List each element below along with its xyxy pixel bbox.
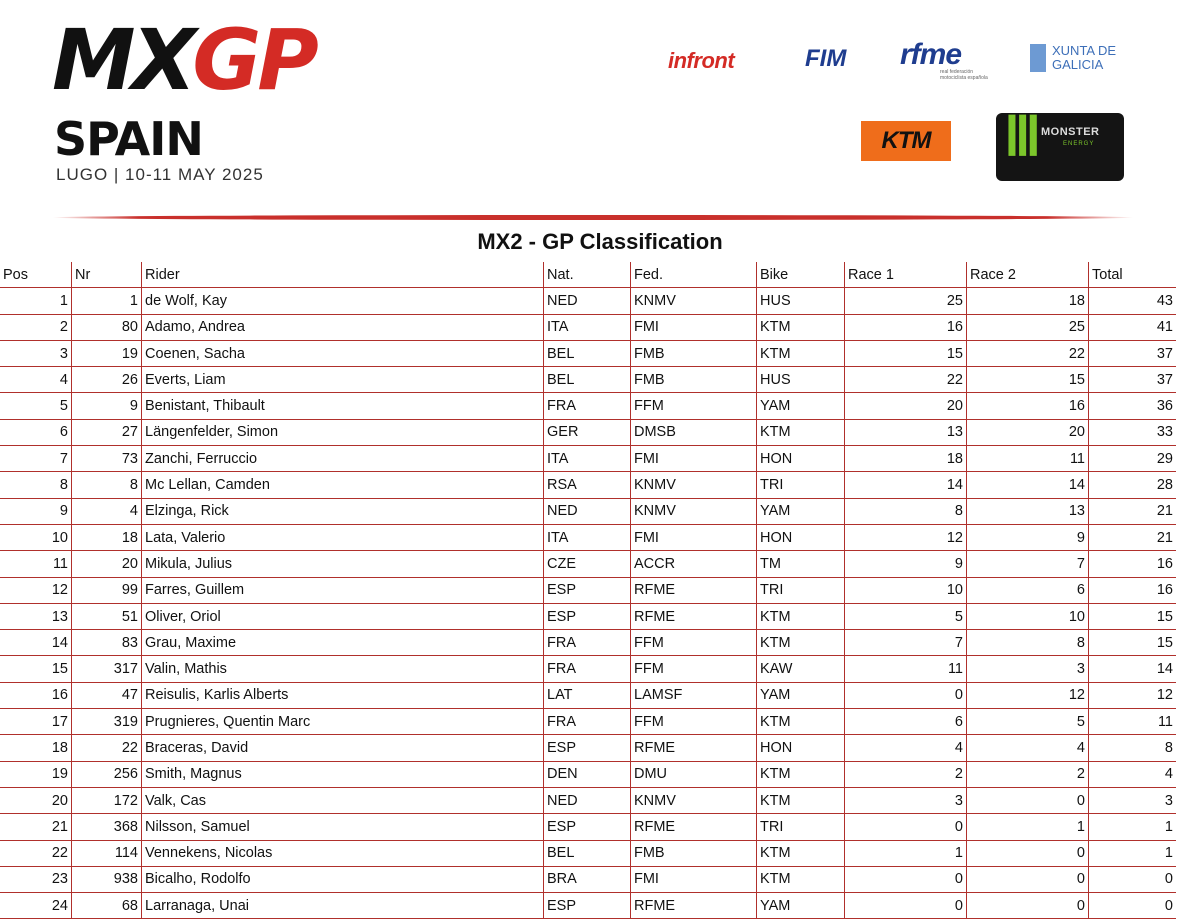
cell-fed: ACCR [631, 551, 757, 577]
cell-race1: 0 [845, 893, 967, 919]
cell-rider: Farres, Guillem [142, 578, 544, 604]
cell-nr: 51 [72, 604, 142, 630]
table-row [0, 814, 1176, 840]
cell-nr: 68 [72, 893, 142, 919]
col-header-race2: Race 2 [967, 262, 1089, 288]
col-header-fed: Fed. [631, 262, 757, 288]
cell-race2: 0 [967, 867, 1089, 893]
cell-total: 29 [1089, 446, 1176, 472]
cell-nr: 18 [72, 525, 142, 551]
table-row [0, 525, 1176, 551]
cell-race1: 9 [845, 551, 967, 577]
cell-rider: Valk, Cas [142, 788, 544, 814]
cell-total: 12 [1089, 683, 1176, 709]
cell-race1: 16 [845, 315, 967, 341]
cell-fed: RFME [631, 578, 757, 604]
ktm-logo: KTM [861, 121, 951, 161]
cell-pos: 13 [0, 604, 72, 630]
cell-race2: 8 [967, 630, 1089, 656]
cell-nr: 938 [72, 867, 142, 893]
cell-total: 21 [1089, 525, 1176, 551]
table-row [0, 683, 1176, 709]
cell-rider: Prugnieres, Quentin Marc [142, 709, 544, 735]
cell-fed: DMU [631, 762, 757, 788]
cell-rider: Benistant, Thibault [142, 393, 544, 419]
cell-pos: 7 [0, 446, 72, 472]
cell-race2: 14 [967, 472, 1089, 498]
cell-fed: KNMV [631, 788, 757, 814]
cell-total: 3 [1089, 788, 1176, 814]
cell-nr: 256 [72, 762, 142, 788]
cell-rider: Mc Lellan, Camden [142, 472, 544, 498]
cell-pos: 2 [0, 315, 72, 341]
cell-nr: 317 [72, 656, 142, 682]
cell-pos: 15 [0, 656, 72, 682]
cell-nat: BEL [544, 367, 631, 393]
table-row [0, 393, 1176, 419]
table-row [0, 288, 1176, 314]
cell-nr: 99 [72, 578, 142, 604]
cell-race2: 22 [967, 341, 1089, 367]
monster-logo-text: MONSTER [1041, 126, 1100, 138]
cell-race2: 0 [967, 788, 1089, 814]
cell-bike: KTM [757, 420, 845, 446]
cell-nat: BRA [544, 867, 631, 893]
table-row [0, 341, 1176, 367]
xunta-crest-icon [1030, 44, 1046, 72]
cell-race1: 25 [845, 288, 967, 314]
cell-nat: FRA [544, 630, 631, 656]
cell-total: 37 [1089, 367, 1176, 393]
cell-total: 15 [1089, 604, 1176, 630]
cell-total: 37 [1089, 341, 1176, 367]
monster-claw-icon: Ⅲ [1004, 107, 1042, 167]
cell-pos: 21 [0, 814, 72, 840]
cell-bike: KTM [757, 762, 845, 788]
cell-rider: Mikula, Julius [142, 551, 544, 577]
cell-nr: 83 [72, 630, 142, 656]
xunta-logo: XUNTA DE GALICIA [1052, 43, 1117, 72]
cell-bike: HUS [757, 367, 845, 393]
cell-race2: 12 [967, 683, 1089, 709]
table-row [0, 472, 1176, 498]
cell-nat: BEL [544, 341, 631, 367]
table-row [0, 762, 1176, 788]
cell-fed: DMSB [631, 420, 757, 446]
cell-nat: BEL [544, 841, 631, 867]
cell-race1: 0 [845, 867, 967, 893]
cell-rider: Bicalho, Rodolfo [142, 867, 544, 893]
cell-nat: ESP [544, 578, 631, 604]
cell-bike: HON [757, 735, 845, 761]
classification-table [0, 262, 1176, 919]
cell-rider: Adamo, Andrea [142, 315, 544, 341]
cell-total: 0 [1089, 867, 1176, 893]
cell-bike: KTM [757, 630, 845, 656]
cell-race1: 22 [845, 367, 967, 393]
cell-rider: Oliver, Oriol [142, 604, 544, 630]
cell-fed: FMI [631, 446, 757, 472]
cell-race2: 16 [967, 393, 1089, 419]
cell-fed: RFME [631, 735, 757, 761]
rfme-logo: rfme [900, 38, 962, 71]
col-header-nat: Nat. [544, 262, 631, 288]
cell-total: 28 [1089, 472, 1176, 498]
cell-race1: 1 [845, 841, 967, 867]
cell-race2: 25 [967, 315, 1089, 341]
cell-pos: 19 [0, 762, 72, 788]
cell-rider: Everts, Liam [142, 367, 544, 393]
cell-nr: 26 [72, 367, 142, 393]
cell-race1: 20 [845, 393, 967, 419]
cell-pos: 9 [0, 499, 72, 525]
cell-nat: ESP [544, 814, 631, 840]
col-header-race1: Race 1 [845, 262, 967, 288]
cell-race1: 6 [845, 709, 967, 735]
cell-pos: 18 [0, 735, 72, 761]
cell-pos: 3 [0, 341, 72, 367]
cell-race1: 11 [845, 656, 967, 682]
cell-fed: FMB [631, 841, 757, 867]
cell-nr: 20 [72, 551, 142, 577]
table-row [0, 551, 1176, 577]
cell-nat: GER [544, 420, 631, 446]
cell-pos: 6 [0, 420, 72, 446]
cell-race2: 3 [967, 656, 1089, 682]
cell-nat: CZE [544, 551, 631, 577]
cell-nr: 368 [72, 814, 142, 840]
cell-nr: 22 [72, 735, 142, 761]
cell-pos: 10 [0, 525, 72, 551]
cell-bike: YAM [757, 499, 845, 525]
page-title: MX2 - GP Classification [477, 229, 723, 254]
cell-bike: HON [757, 525, 845, 551]
table-row [0, 841, 1176, 867]
cell-race1: 15 [845, 341, 967, 367]
cell-race2: 13 [967, 499, 1089, 525]
table-row [0, 735, 1176, 761]
cell-total: 21 [1089, 499, 1176, 525]
table-row [0, 315, 1176, 341]
cell-race2: 11 [967, 446, 1089, 472]
cell-bike: KTM [757, 709, 845, 735]
cell-nat: NED [544, 288, 631, 314]
cell-nat: ITA [544, 315, 631, 341]
cell-fed: FFM [631, 393, 757, 419]
cell-fed: FFM [631, 709, 757, 735]
cell-nr: 319 [72, 709, 142, 735]
cell-pos: 24 [0, 893, 72, 919]
cell-bike: TRI [757, 814, 845, 840]
cell-rider: Braceras, David [142, 735, 544, 761]
cell-nat: FRA [544, 656, 631, 682]
cell-pos: 17 [0, 709, 72, 735]
cell-nat: NED [544, 499, 631, 525]
cell-fed: KNMV [631, 499, 757, 525]
table-row [0, 656, 1176, 682]
cell-rider: Zanchi, Ferruccio [142, 446, 544, 472]
cell-total: 1 [1089, 841, 1176, 867]
cell-nr: 19 [72, 341, 142, 367]
cell-race1: 4 [845, 735, 967, 761]
cell-bike: HON [757, 446, 845, 472]
cell-pos: 14 [0, 630, 72, 656]
cell-bike: KTM [757, 341, 845, 367]
cell-fed: RFME [631, 814, 757, 840]
cell-race2: 2 [967, 762, 1089, 788]
cell-race1: 10 [845, 578, 967, 604]
cell-fed: FFM [631, 656, 757, 682]
cell-nat: RSA [544, 472, 631, 498]
table-row [0, 446, 1176, 472]
cell-pos: 23 [0, 867, 72, 893]
table-header-row [0, 262, 1176, 288]
cell-nr: 4 [72, 499, 142, 525]
cell-nr: 80 [72, 315, 142, 341]
table-row [0, 867, 1176, 893]
cell-bike: YAM [757, 893, 845, 919]
col-header-nr: Nr [72, 262, 142, 288]
cell-nat: NED [544, 788, 631, 814]
cell-race2: 5 [967, 709, 1089, 735]
cell-pos: 8 [0, 472, 72, 498]
cell-nr: 27 [72, 420, 142, 446]
col-header-bike: Bike [757, 262, 845, 288]
cell-rider: Vennekens, Nicolas [142, 841, 544, 867]
cell-total: 43 [1089, 288, 1176, 314]
cell-rider: Grau, Maxime [142, 630, 544, 656]
table-row [0, 499, 1176, 525]
cell-nr: 9 [72, 393, 142, 419]
cell-race2: 0 [967, 841, 1089, 867]
cell-total: 33 [1089, 420, 1176, 446]
table-row [0, 367, 1176, 393]
cell-race1: 7 [845, 630, 967, 656]
cell-race2: 9 [967, 525, 1089, 551]
cell-fed: FMI [631, 525, 757, 551]
cell-total: 1 [1089, 814, 1176, 840]
cell-fed: KNMV [631, 472, 757, 498]
cell-race1: 14 [845, 472, 967, 498]
cell-pos: 20 [0, 788, 72, 814]
cell-fed: RFME [631, 893, 757, 919]
cell-total: 16 [1089, 551, 1176, 577]
cell-race1: 0 [845, 683, 967, 709]
cell-nat: ESP [544, 893, 631, 919]
infront-logo: infront [668, 48, 735, 73]
cell-nat: DEN [544, 762, 631, 788]
cell-rider: Coenen, Sacha [142, 341, 544, 367]
cell-nat: ESP [544, 604, 631, 630]
cell-bike: KTM [757, 604, 845, 630]
cell-pos: 16 [0, 683, 72, 709]
cell-total: 8 [1089, 735, 1176, 761]
monster-logo-subtext: ENERGY [1063, 141, 1095, 147]
cell-bike: TM [757, 551, 845, 577]
cell-race2: 4 [967, 735, 1089, 761]
cell-race1: 5 [845, 604, 967, 630]
cell-pos: 1 [0, 288, 72, 314]
cell-total: 4 [1089, 762, 1176, 788]
cell-race1: 0 [845, 814, 967, 840]
cell-total: 14 [1089, 656, 1176, 682]
cell-rider: Elzinga, Rick [142, 499, 544, 525]
cell-race2: 6 [967, 578, 1089, 604]
cell-bike: YAM [757, 683, 845, 709]
cell-nat: ESP [544, 735, 631, 761]
cell-nr: 73 [72, 446, 142, 472]
event-country: SPAIN [54, 112, 203, 166]
cell-race2: 20 [967, 420, 1089, 446]
cell-rider: Reisulis, Karlis Alberts [142, 683, 544, 709]
cell-pos: 22 [0, 841, 72, 867]
cell-total: 36 [1089, 393, 1176, 419]
cell-rider: Längenfelder, Simon [142, 420, 544, 446]
cell-nat: ITA [544, 446, 631, 472]
table-row [0, 630, 1176, 656]
header-divider [52, 215, 1134, 220]
cell-rider: Valin, Mathis [142, 656, 544, 682]
cell-nat: FRA [544, 709, 631, 735]
cell-pos: 5 [0, 393, 72, 419]
table-row [0, 893, 1176, 919]
cell-bike: YAM [757, 393, 845, 419]
cell-fed: FMI [631, 867, 757, 893]
cell-fed: RFME [631, 604, 757, 630]
cell-total: 15 [1089, 630, 1176, 656]
cell-race2: 7 [967, 551, 1089, 577]
cell-bike: KAW [757, 656, 845, 682]
cell-race1: 3 [845, 788, 967, 814]
cell-bike: HUS [757, 288, 845, 314]
table-row [0, 788, 1176, 814]
cell-fed: FMI [631, 315, 757, 341]
cell-fed: FMB [631, 341, 757, 367]
cell-pos: 12 [0, 578, 72, 604]
cell-race1: 8 [845, 499, 967, 525]
cell-nr: 47 [72, 683, 142, 709]
cell-total: 0 [1089, 893, 1176, 919]
table-row [0, 709, 1176, 735]
cell-race2: 15 [967, 367, 1089, 393]
cell-rider: Smith, Magnus [142, 762, 544, 788]
mxgp-logo-mx: MX [52, 11, 193, 109]
cell-race2: 10 [967, 604, 1089, 630]
cell-fed: FMB [631, 367, 757, 393]
cell-nat: ITA [544, 525, 631, 551]
cell-nr: 172 [72, 788, 142, 814]
cell-pos: 11 [0, 551, 72, 577]
cell-nr: 8 [72, 472, 142, 498]
rfme-logo-subtitle: real federación motociclista española [940, 69, 988, 81]
table-row [0, 420, 1176, 446]
event-location-date: LUGO | 10-11 MAY 2025 [56, 165, 264, 184]
cell-race2: 18 [967, 288, 1089, 314]
cell-bike: KTM [757, 841, 845, 867]
col-header-total: Total [1089, 262, 1176, 288]
cell-rider: Larranaga, Unai [142, 893, 544, 919]
cell-rider: Lata, Valerio [142, 525, 544, 551]
cell-pos: 4 [0, 367, 72, 393]
cell-bike: KTM [757, 315, 845, 341]
cell-fed: LAMSF [631, 683, 757, 709]
fim-logo: FIM [805, 45, 847, 72]
cell-fed: FFM [631, 630, 757, 656]
cell-race1: 18 [845, 446, 967, 472]
col-header-rider: Rider [142, 262, 544, 288]
table-row [0, 604, 1176, 630]
cell-race2: 1 [967, 814, 1089, 840]
cell-total: 16 [1089, 578, 1176, 604]
cell-total: 11 [1089, 709, 1176, 735]
cell-race2: 0 [967, 893, 1089, 919]
cell-race1: 12 [845, 525, 967, 551]
cell-bike: KTM [757, 788, 845, 814]
cell-fed: KNMV [631, 288, 757, 314]
cell-rider: de Wolf, Kay [142, 288, 544, 314]
cell-race1: 13 [845, 420, 967, 446]
cell-bike: TRI [757, 472, 845, 498]
cell-total: 41 [1089, 315, 1176, 341]
cell-race1: 2 [845, 762, 967, 788]
mxgp-logo-gp: GP [192, 11, 315, 109]
table-row [0, 578, 1176, 604]
cell-bike: KTM [757, 867, 845, 893]
cell-nr: 114 [72, 841, 142, 867]
cell-rider: Nilsson, Samuel [142, 814, 544, 840]
cell-nat: FRA [544, 393, 631, 419]
mxgp-logo [52, 11, 315, 109]
cell-bike: TRI [757, 578, 845, 604]
cell-nat: LAT [544, 683, 631, 709]
col-header-pos: Pos [0, 262, 72, 288]
cell-nr: 1 [72, 288, 142, 314]
